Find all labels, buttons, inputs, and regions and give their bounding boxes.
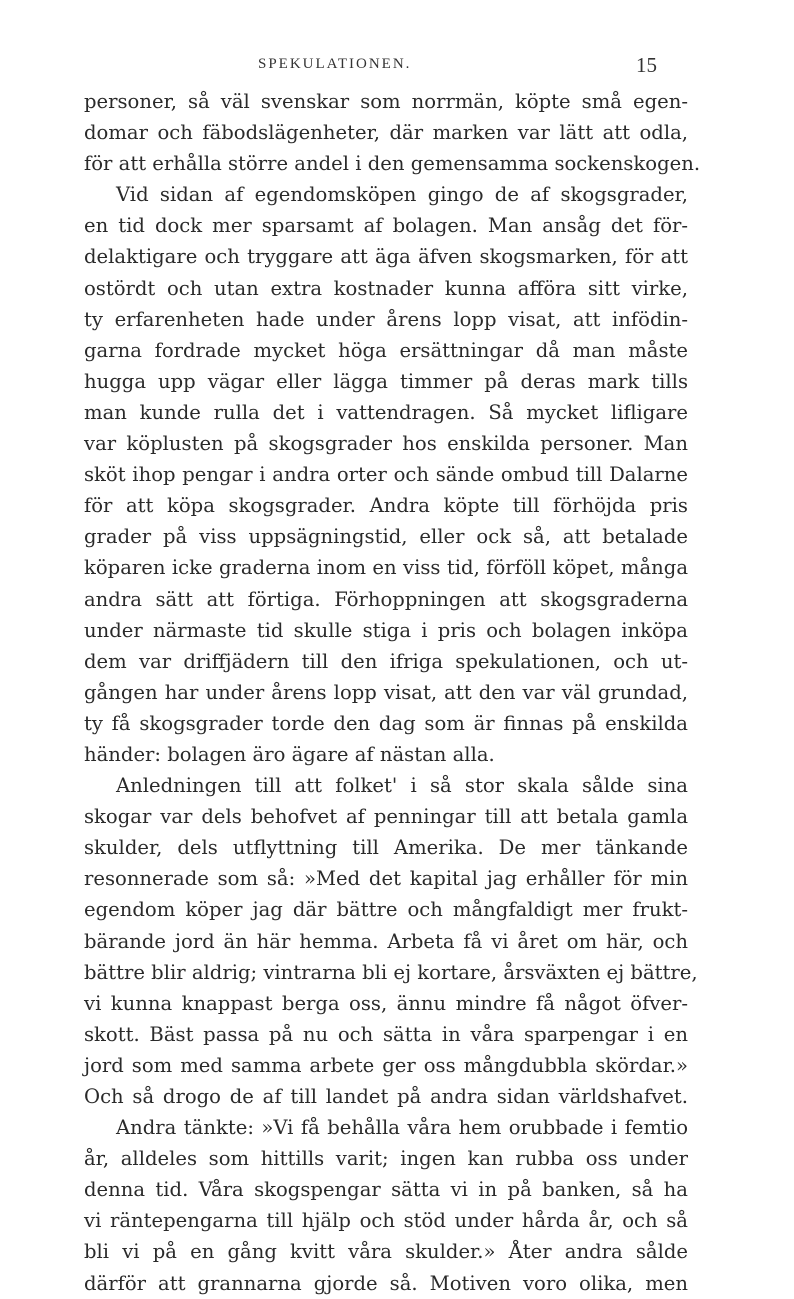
text-line: dem var driffjädern till den ifriga spekulationen, och ut- <box>84 649 688 673</box>
text-line: domar och fäbodslägenheter, där marken var lätt att odla, <box>84 121 688 145</box>
text-line: därför att grannarna gjorde så. Motiven voro olika, men <box>84 1271 688 1295</box>
text-line: skogar var dels behofvet af penningar till att betala gamla <box>84 805 688 829</box>
text-line: för att erhålla större andel i den gemensamma sockenskogen. <box>84 152 701 176</box>
text-line: bärande jord än här hemma. Arbeta få vi året om här, och <box>84 929 688 953</box>
text-line: andra sätt att förtiga. Förhoppningen att skogsgraderna <box>84 587 688 611</box>
text-line: händer: bolagen äro ägare af nästan alla. <box>84 742 495 766</box>
text-line: garna fordrade mycket höga ersättningar då man måste <box>84 338 688 362</box>
text-line: egendom köper jag där bättre och mångfaldigt mer frukt- <box>84 898 688 922</box>
text-line: resonnerade som så: »Med det kapital jag erhåller för min <box>84 867 688 891</box>
text-line: Anledningen till att folket' i så stor skala sålde sina <box>116 774 688 798</box>
text-line: skulder, dels utflyttning till Amerika. De mer tänkande <box>84 836 688 860</box>
text-line: personer, så väl svenskar som norrmän, köpte små egen- <box>84 90 688 113</box>
body-text <box>84 86 701 1299</box>
text-line: gången har under årens lopp visat, att den var väl grundad, <box>84 680 688 704</box>
text-line: skott. Bäst passa på nu och sätta in våra sparpengar i en <box>84 1022 688 1046</box>
text-line: Vid sidan af egendomsköpen gingo de af skogsgrader, <box>116 183 688 207</box>
text-line: Andra tänkte: »Vi få behålla våra hem orubbade i femtio <box>116 1116 688 1140</box>
text-line: vi räntepengarna till hjälp och stöd under hårda år, och så <box>84 1209 688 1233</box>
text-line: jord som med samma arbete ger oss mångdubbla skördar.» <box>84 1053 688 1077</box>
text-line: en tid dock mer sparsamt af bolagen. Man ansåg det för- <box>84 214 688 238</box>
text-line: ty få skogsgrader torde den dag som är finnas på enskilda <box>84 711 688 735</box>
text-line: ty erfarenheten hade under årens lopp visat, att infödin- <box>84 307 688 331</box>
text-line: köparen icke graderna inom en viss tid, förföll köpet, många <box>84 556 688 580</box>
text-line: hugga upp vägar eller lägga timmer på deras mark tills <box>84 369 688 393</box>
page-header <box>0 53 794 80</box>
text-line: vi kunna knappast berga oss, ännu mindre få något öfver- <box>84 991 688 1015</box>
text-line: denna tid. Våra skogspengar sätta vi in på banken, så ha <box>84 1178 688 1202</box>
text-line: bättre blir aldrig; vintrarna bli ej kortare, årsväxten ej bättre, <box>84 960 698 984</box>
page-number: 15 <box>636 53 657 77</box>
text-line: man kunde rulla det i vattendragen. Så mycket lifligare <box>84 400 688 424</box>
text-line: för att köpa skogsgrader. Andra köpte till förhöjda pris <box>84 494 688 518</box>
text-line: år, alldeles som hittills varit; ingen kan rubba oss under <box>84 1147 688 1171</box>
text-line: var köplusten på skogsgrader hos enskilda personer. Man <box>84 432 688 456</box>
text-line: delaktigare och tryggare att äga äfven skogsmarken, för att <box>84 245 688 269</box>
text-line: bli vi på en gång kvitt våra skulder.» Åter andra sålde <box>84 1240 688 1264</box>
running-title: SPEKULATIONEN. <box>258 56 412 72</box>
text-line: Och så drogo de af till landet på andra sidan världshafvet. <box>84 1085 688 1108</box>
text-line: under närmaste tid skulle stiga i pris och bolagen inköpa <box>84 618 688 642</box>
text-line: grader på viss uppsägningstid, eller ock så, att betalade <box>84 525 688 549</box>
text-line: sköt ihop pengar i andra orter och sände ombud till Dalarne <box>84 463 688 487</box>
text-line: ostördt och utan extra kostnader kunna afföra sitt virke, <box>84 276 688 300</box>
